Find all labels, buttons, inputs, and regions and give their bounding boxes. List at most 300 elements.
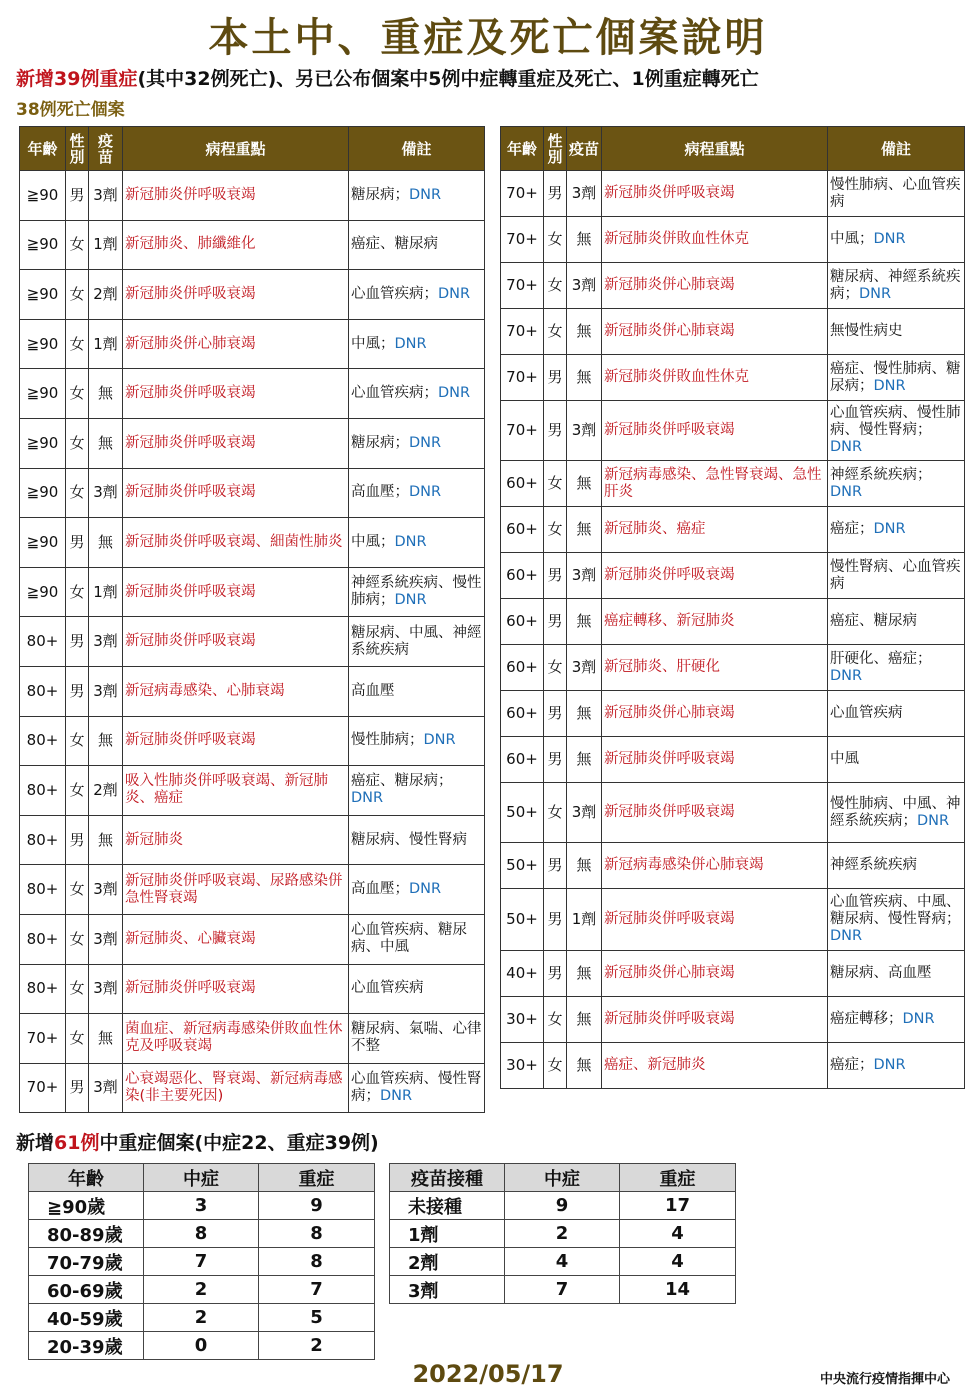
case-row — [20, 220, 485, 270]
case-notes-text: 癌症； — [830, 1057, 874, 1073]
case-notes-text: 中風； — [830, 231, 874, 247]
dnr-tag: DNR — [380, 1087, 413, 1104]
case-notes-text: 慢性肺病、中風、神經系統疾病； — [830, 795, 961, 829]
case-sex: 男 — [66, 1063, 89, 1113]
case-notes — [349, 468, 485, 518]
case-age: 70+ — [20, 1014, 66, 1064]
case-row — [20, 468, 485, 518]
case-sex: 男 — [544, 889, 567, 951]
case-sex: 女 — [544, 997, 567, 1043]
case-vaccine: 3劑 — [89, 1063, 123, 1113]
case-course: 新冠肺炎併呼吸衰竭 — [123, 369, 349, 419]
case-vaccine: 無 — [567, 843, 602, 889]
case-row — [501, 309, 965, 355]
case-notes — [349, 716, 485, 766]
case-sex: 男 — [544, 553, 567, 599]
summary-row-label: 70-79歲 — [29, 1248, 144, 1276]
case-course: 新冠肺炎併呼吸衰竭 — [123, 270, 349, 320]
summary-row-label: 1劑 — [390, 1220, 505, 1248]
case-age: 60+ — [501, 691, 544, 737]
summary-severe-count: 8 — [259, 1220, 375, 1248]
case-course: 新冠肺炎併呼吸衰竭 — [123, 964, 349, 1014]
column-header-notes: 備註 — [349, 127, 485, 171]
case-vaccine: 無 — [567, 461, 602, 507]
case-row — [501, 691, 965, 737]
dnr-tag: DNR — [409, 484, 442, 501]
case-vaccine: 無 — [567, 309, 602, 355]
case-vaccine: 2劑 — [89, 270, 123, 320]
case-notes — [349, 220, 485, 270]
case-course: 新冠肺炎併呼吸衰竭 — [602, 889, 828, 951]
dnr-tag: DNR — [409, 881, 442, 898]
case-age: 60+ — [501, 737, 544, 783]
case-notes-text: 心血管疾病、中風、糖尿病、慢性腎病； — [830, 894, 961, 927]
case-notes — [828, 997, 965, 1043]
case-vaccine: 無 — [89, 1014, 123, 1064]
summary-row — [29, 1276, 375, 1304]
case-notes-text: 慢性腎病、心血管疾病 — [830, 558, 961, 592]
dnr-tag: DNR — [438, 285, 471, 302]
summary-moderate-count: 4 — [505, 1248, 620, 1276]
case-course: 新冠肺炎併呼吸衰竭 — [602, 401, 828, 461]
summary-row-label: 2劑 — [390, 1248, 505, 1276]
subtitle-text: (其中32例死亡)、另已公布個案中5例中症轉重症及死亡、1例重症轉死亡 — [137, 68, 759, 90]
case-row — [20, 270, 485, 320]
case-course: 新冠肺炎併呼吸衰竭 — [602, 737, 828, 783]
case-row — [20, 617, 485, 667]
case-course: 新冠肺炎、肺纖維化 — [123, 220, 349, 270]
summary-moderate-count: 0 — [144, 1332, 259, 1360]
summary-row — [390, 1220, 736, 1248]
summary-row-label: 60-69歲 — [29, 1276, 144, 1304]
age-summary-table — [28, 1163, 375, 1360]
case-vaccine: 1劑 — [89, 567, 123, 617]
summary-severe-count: 9 — [259, 1192, 375, 1220]
case-notes — [828, 737, 965, 783]
case-vaccine: 無 — [567, 691, 602, 737]
case-course: 新冠肺炎併呼吸衰竭、細菌性肺炎 — [123, 518, 349, 568]
case-sex: 女 — [544, 309, 567, 355]
vaccine-table-body — [390, 1192, 736, 1304]
case-sex: 男 — [544, 843, 567, 889]
case-age: 60+ — [501, 599, 544, 645]
case-course: 新冠肺炎併呼吸衰竭 — [123, 716, 349, 766]
case-sex: 男 — [66, 171, 89, 221]
case-row — [501, 217, 965, 263]
case-notes — [828, 553, 965, 599]
case-sex: 女 — [544, 263, 567, 309]
case-notes — [349, 865, 485, 915]
case-vaccine: 無 — [89, 518, 123, 568]
column-header-vaccine: 疫苗 — [567, 127, 602, 171]
case-sex: 男 — [66, 518, 89, 568]
column-header-sex: 性別 — [66, 127, 89, 171]
summary-severe-count: 5 — [259, 1304, 375, 1332]
case-age: 70+ — [501, 263, 544, 309]
case-sex: 男 — [66, 617, 89, 667]
case-age: ≧90 — [20, 418, 66, 468]
case-notes-text: 糖尿病、慢性腎病 — [351, 831, 467, 848]
dnr-tag: DNR — [394, 592, 427, 609]
dnr-tag: DNR — [394, 533, 427, 550]
case-sex: 女 — [66, 914, 89, 964]
case-sex: 男 — [66, 666, 89, 716]
case-age: 80+ — [20, 964, 66, 1014]
dnr-tag: DNR — [873, 231, 906, 247]
case-notes-text: 癌症、糖尿病 — [830, 613, 917, 629]
case-age: 80+ — [20, 815, 66, 865]
case-age: 70+ — [501, 355, 544, 401]
column-header-age: 年齡 — [501, 127, 544, 171]
case-sex: 女 — [66, 220, 89, 270]
case-notes — [349, 815, 485, 865]
case-age: ≧90 — [20, 369, 66, 419]
case-sex: 女 — [66, 1014, 89, 1064]
case-course: 新冠肺炎併呼吸衰竭 — [602, 553, 828, 599]
case-sex: 男 — [544, 737, 567, 783]
vaccine-table-header-moderate: 中症 — [505, 1164, 620, 1192]
case-sex: 男 — [544, 401, 567, 461]
case-course: 癌症、新冠肺炎 — [602, 1043, 828, 1089]
case-notes — [349, 319, 485, 369]
dnr-tag: DNR — [409, 434, 442, 451]
summary-title-prefix: 新增 — [16, 1132, 55, 1154]
summary-row — [29, 1332, 375, 1360]
case-notes — [349, 766, 485, 816]
case-age: 60+ — [501, 645, 544, 691]
case-row — [501, 461, 965, 507]
case-age: 30+ — [501, 997, 544, 1043]
case-vaccine: 無 — [567, 507, 602, 553]
case-age: 60+ — [501, 553, 544, 599]
case-course: 吸入性肺炎併呼吸衰竭、新冠肺炎、癌症 — [123, 766, 349, 816]
age-table-header-age: 年齡 — [29, 1164, 144, 1192]
case-vaccine: 3劑 — [89, 666, 123, 716]
case-vaccine: 3劑 — [89, 865, 123, 915]
case-course: 新冠肺炎併敗血性休克 — [602, 217, 828, 263]
case-sex: 男 — [544, 599, 567, 645]
case-row — [20, 815, 485, 865]
case-notes — [828, 309, 965, 355]
case-course: 新冠肺炎併呼吸衰竭 — [123, 468, 349, 518]
case-age: 80+ — [20, 914, 66, 964]
case-vaccine: 3劑 — [567, 783, 602, 843]
case-row — [20, 171, 485, 221]
summary-severe-count: 17 — [620, 1192, 736, 1220]
case-vaccine: 無 — [567, 951, 602, 997]
case-row — [501, 737, 965, 783]
case-row — [501, 599, 965, 645]
case-notes — [349, 617, 485, 667]
case-row — [20, 319, 485, 369]
case-age: 70+ — [501, 309, 544, 355]
case-notes — [828, 889, 965, 951]
case-course: 新冠肺炎併呼吸衰竭 — [602, 783, 828, 843]
summary-moderate-count: 8 — [144, 1220, 259, 1248]
case-sex: 男 — [544, 951, 567, 997]
case-notes-text: 心血管疾病； — [351, 385, 438, 402]
case-vaccine: 無 — [567, 997, 602, 1043]
case-sex: 女 — [544, 461, 567, 507]
case-row — [501, 1043, 965, 1089]
column-header-vaccine: 疫苗 — [89, 127, 123, 171]
issuing-organization: 中央流行疫情指揮中心 — [819, 1372, 950, 1387]
case-row — [20, 964, 485, 1014]
case-row — [501, 553, 965, 599]
case-vaccine: 無 — [567, 1043, 602, 1089]
column-header-course: 病程重點 — [602, 127, 828, 171]
case-notes-text: 無慢性病史 — [830, 323, 903, 339]
case-course: 心衰竭惡化、腎衰竭、新冠病毒感染(非主要死因) — [123, 1063, 349, 1113]
dnr-tag: DNR — [409, 186, 442, 203]
right-table-body — [501, 171, 965, 1089]
case-course: 新冠肺炎併呼吸衰竭 — [123, 617, 349, 667]
case-sex: 男 — [544, 691, 567, 737]
age-table-header-moderate: 中症 — [144, 1164, 259, 1192]
case-row — [501, 889, 965, 951]
left-table-body — [20, 171, 485, 1113]
case-age: 70+ — [20, 1063, 66, 1113]
case-course: 新冠病毒感染、急性腎衰竭、急性肝炎 — [602, 461, 828, 507]
case-age: ≧90 — [20, 171, 66, 221]
case-age: 30+ — [501, 1043, 544, 1089]
case-course: 新冠肺炎併敗血性休克 — [602, 355, 828, 401]
death-cases-table-right — [500, 126, 965, 1089]
case-row — [20, 865, 485, 915]
case-course: 新冠肺炎併心肺衰竭 — [602, 263, 828, 309]
summary-moderate-count: 2 — [144, 1304, 259, 1332]
case-vaccine: 3劑 — [89, 468, 123, 518]
case-vaccine: 無 — [567, 217, 602, 263]
summary-row — [390, 1276, 736, 1304]
summary-moderate-count: 7 — [505, 1276, 620, 1304]
case-sex: 女 — [544, 217, 567, 263]
case-notes-text: 癌症、糖尿病； — [351, 773, 453, 790]
case-sex: 女 — [66, 468, 89, 518]
case-age: 60+ — [501, 507, 544, 553]
summary-moderate-count: 2 — [144, 1276, 259, 1304]
dnr-tag: DNR — [902, 1011, 935, 1027]
vaccine-table-header-severe: 重症 — [620, 1164, 736, 1192]
case-notes — [349, 1063, 485, 1113]
summary-severe-count: 8 — [259, 1248, 375, 1276]
dnr-tag: DNR — [830, 928, 863, 944]
case-age: 80+ — [20, 865, 66, 915]
case-age: 50+ — [501, 889, 544, 951]
table-header-row — [20, 127, 485, 171]
age-table-header-severe: 重症 — [259, 1164, 375, 1192]
table-header-row — [390, 1164, 736, 1192]
case-course: 新冠肺炎 — [123, 815, 349, 865]
case-notes-text: 糖尿病、氣喘、心律不整 — [351, 1021, 482, 1055]
summary-row-label: 40-59歲 — [29, 1304, 144, 1332]
case-sex: 女 — [66, 964, 89, 1014]
case-notes — [349, 666, 485, 716]
case-vaccine: 1劑 — [567, 889, 602, 951]
column-header-notes: 備註 — [828, 127, 965, 171]
case-notes — [349, 567, 485, 617]
case-notes — [828, 507, 965, 553]
case-sex: 女 — [544, 783, 567, 843]
case-sex: 女 — [66, 865, 89, 915]
summary-severe-count: 4 — [620, 1220, 736, 1248]
case-notes-text: 神經系統疾病； — [830, 466, 932, 483]
case-notes-text: 中風； — [351, 335, 395, 352]
case-notes-text: 高血壓 — [351, 682, 395, 699]
case-notes — [349, 270, 485, 320]
report-date: 2022/05/17 — [412, 1360, 564, 1388]
case-notes-text: 高血壓； — [351, 881, 409, 898]
case-course: 新冠肺炎併心肺衰竭 — [602, 951, 828, 997]
dnr-tag: DNR — [394, 335, 427, 352]
case-sex: 女 — [66, 270, 89, 320]
case-sex: 女 — [544, 645, 567, 691]
dnr-tag: DNR — [423, 732, 456, 749]
case-sex: 男 — [66, 815, 89, 865]
case-vaccine: 3劑 — [567, 645, 602, 691]
case-age: ≧90 — [20, 567, 66, 617]
case-notes — [828, 691, 965, 737]
case-vaccine: 無 — [567, 737, 602, 783]
table-header-row — [501, 127, 965, 171]
case-vaccine: 3劑 — [567, 263, 602, 309]
case-vaccine: 3劑 — [567, 553, 602, 599]
case-notes-text: 癌症、慢性肺病、糖尿病； — [830, 360, 961, 394]
case-course: 新冠肺炎、肝硬化 — [602, 645, 828, 691]
case-notes — [828, 1043, 965, 1089]
case-sex: 女 — [66, 319, 89, 369]
case-row — [20, 666, 485, 716]
summary-row — [29, 1304, 375, 1332]
case-notes-text: 慢性肺病、心血管疾病 — [830, 176, 961, 210]
case-vaccine: 3劑 — [567, 401, 602, 461]
case-notes — [349, 369, 485, 419]
case-notes — [828, 843, 965, 889]
case-notes-text: 糖尿病； — [351, 186, 409, 203]
case-row — [20, 1063, 485, 1113]
case-notes-text: 中風； — [351, 533, 395, 550]
summary-row — [29, 1192, 375, 1220]
case-row — [501, 401, 965, 461]
case-age: ≧90 — [20, 220, 66, 270]
case-course: 癌症轉移、新冠肺炎 — [602, 599, 828, 645]
case-sex: 女 — [66, 369, 89, 419]
summary-row — [390, 1192, 736, 1220]
case-row — [20, 716, 485, 766]
case-row — [501, 951, 965, 997]
case-vaccine: 3劑 — [89, 171, 123, 221]
case-notes-text: 中風 — [830, 751, 859, 767]
case-age: ≧90 — [20, 468, 66, 518]
death-cases-table-left — [19, 126, 485, 1113]
case-notes-text: 慢性肺病； — [351, 732, 424, 749]
case-notes — [349, 171, 485, 221]
case-vaccine: 3劑 — [89, 964, 123, 1014]
case-notes — [828, 217, 965, 263]
case-vaccine: 3劑 — [89, 914, 123, 964]
case-vaccine: 無 — [89, 716, 123, 766]
case-course: 新冠肺炎併呼吸衰竭 — [123, 418, 349, 468]
vaccine-table-header-dose: 疫苗接種 — [390, 1164, 505, 1192]
case-sex: 女 — [544, 507, 567, 553]
case-row — [501, 507, 965, 553]
deaths-count-label: 38例死亡個案 — [16, 100, 125, 120]
case-row — [20, 766, 485, 816]
case-sex: 女 — [66, 418, 89, 468]
case-notes — [828, 599, 965, 645]
case-age: 50+ — [501, 783, 544, 843]
case-course: 新冠肺炎併呼吸衰竭 — [123, 171, 349, 221]
case-course: 新冠肺炎併心肺衰竭 — [602, 309, 828, 355]
case-sex: 男 — [544, 355, 567, 401]
case-age: 80+ — [20, 716, 66, 766]
summary-row — [390, 1248, 736, 1276]
case-notes — [828, 645, 965, 691]
case-age: ≧90 — [20, 270, 66, 320]
case-sex: 男 — [544, 171, 567, 217]
case-course: 新冠肺炎併呼吸衰竭 — [123, 567, 349, 617]
dnr-tag: DNR — [830, 483, 863, 500]
case-notes — [349, 418, 485, 468]
case-notes-text: 心血管疾病 — [351, 980, 424, 997]
case-notes-text: 癌症轉移； — [830, 1011, 903, 1027]
age-table-body — [29, 1192, 375, 1360]
page-title: 本土中、重症及死亡個案說明 — [208, 15, 768, 61]
case-course: 新冠肺炎、心臟衰竭 — [123, 914, 349, 964]
dnr-tag: DNR — [830, 667, 863, 684]
case-notes — [828, 263, 965, 309]
case-notes — [828, 783, 965, 843]
dnr-tag: DNR — [351, 790, 384, 807]
case-notes-text: 心血管疾病、慢性肺病、慢性腎病； — [830, 405, 961, 438]
summary-title-count: 61例 — [54, 1132, 100, 1154]
case-notes — [349, 518, 485, 568]
case-vaccine: 2劑 — [89, 766, 123, 816]
case-vaccine: 無 — [89, 369, 123, 419]
dnr-tag: DNR — [859, 285, 892, 302]
case-sex: 女 — [66, 716, 89, 766]
case-sex: 女 — [66, 766, 89, 816]
summary-severe-count: 2 — [259, 1332, 375, 1360]
case-row — [20, 418, 485, 468]
case-notes-text: 糖尿病、高血壓 — [830, 965, 932, 981]
dnr-tag: DNR — [830, 439, 863, 455]
case-vaccine: 無 — [567, 599, 602, 645]
summary-row — [29, 1248, 375, 1276]
case-notes-text: 高血壓； — [351, 484, 409, 501]
summary-severe-count: 14 — [620, 1276, 736, 1304]
case-course: 菌血症、新冠病毒感染併敗血性休克及呼吸衰竭 — [123, 1014, 349, 1064]
case-course: 新冠肺炎併心肺衰竭 — [123, 319, 349, 369]
summary-row-label: 3劑 — [390, 1276, 505, 1304]
case-course: 新冠肺炎併心肺衰竭 — [602, 691, 828, 737]
case-age: ≧90 — [20, 518, 66, 568]
case-notes-text: 心血管疾病； — [351, 285, 438, 302]
case-row — [20, 914, 485, 964]
summary-moderate-count: 9 — [505, 1192, 620, 1220]
case-notes-text: 心血管疾病 — [830, 705, 903, 721]
case-course: 新冠肺炎併呼吸衰竭、尿路感染併急性腎衰竭 — [123, 865, 349, 915]
case-notes — [349, 1014, 485, 1064]
dnr-tag: DNR — [438, 385, 471, 402]
case-notes — [828, 461, 965, 507]
case-row — [501, 997, 965, 1043]
summary-severe-count: 7 — [259, 1276, 375, 1304]
case-notes-text: 癌症； — [830, 521, 874, 537]
case-notes — [349, 964, 485, 1014]
summary-moderate-count: 2 — [505, 1220, 620, 1248]
case-age: 80+ — [20, 617, 66, 667]
